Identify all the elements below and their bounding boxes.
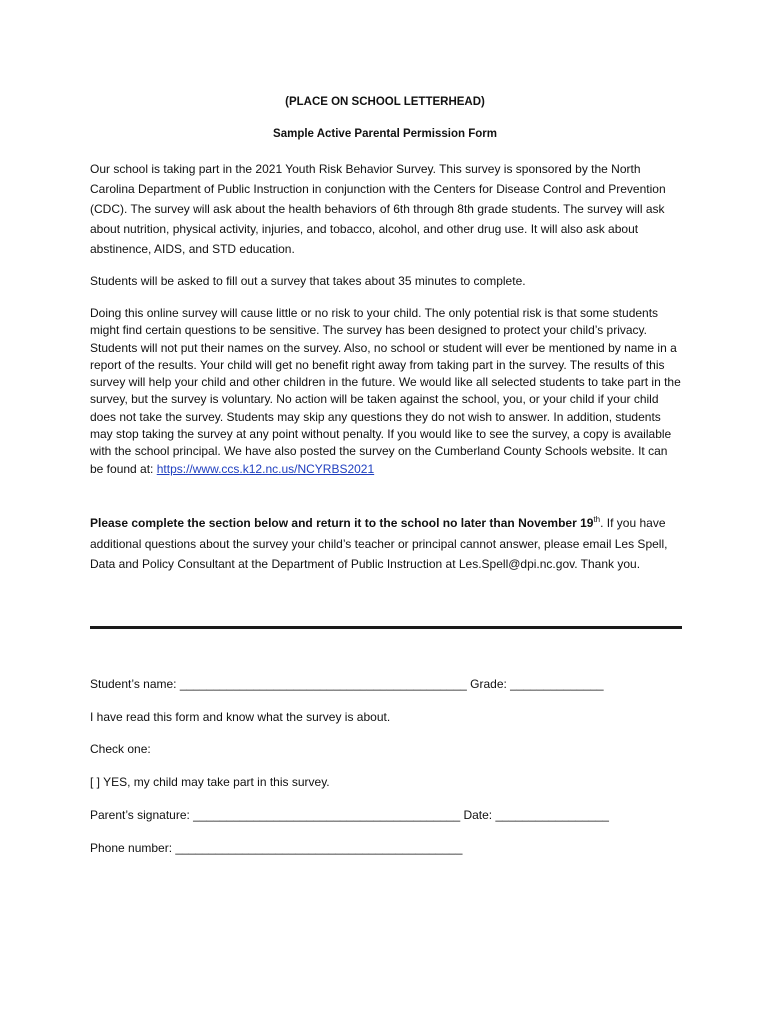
form-title: Sample Active Parental Permission Form [273,128,497,140]
parent-signature-field[interactable]: Parent’s signature: ________________________________________ Date: _________________ [90,808,609,822]
risk-text: Doing this online survey will cause little or no risk to your child. The only potential risk is that some students might find certain questions to be sensitive. The survey has been designed to protect your child’s privacy. Students will not put their names on the survey. Also, no school or student will ever be mentioned by name in a report of the results. Your child will get no benefit right away from taking part in the survey. The results of this survey will help your child and other children in the future. We would like all selected students to take part in the survey, but the survey is voluntary. No action will be taken against the school, you, or your child if your child does not take the survey. Students may skip any questions they do not wish to answer. In addition, students may stop taking the survey at any point without penalty. If you would like to see the survey, a copy is available with the school principal. We have also posted the survey on the Cumberland County Schools website. It can be found at: [90,306,681,476]
deadline-rest-text: . If you have additional questions about the survey your child’s teacher or principal cannot answer, please email Les Spell, Data and Policy Consultant at the Department of Public Instruction at Les.Spell@dpi.nc.gov. Thank you. [90,516,668,571]
intro-paragraph: Our school is taking part in the 2021 Youth Risk Behavior Survey. This survey is sponsored by the North Carolina Department of Public Instruction in conjunction with the Centers for Disease Control and Prevention (CDC). The survey will ask about the health behaviors of 6th through 8th grade students. The survey will ask about nutrition, physical activity, injuries, and tobacco, alcohol, and other drug use. It will also ask about abstinence, AIDS, and STD education. [90,162,666,256]
deadline-bold-text: Please complete the section below and return it to the school no later than November 19 [90,516,594,530]
student-name-field[interactable]: Student’s name: ___________________________________________ Grade: ______________ [90,677,604,691]
read-statement: I have read this form and know what the survey is about. [90,710,391,724]
letterhead-placeholder: (PLACE ON SCHOOL LETTERHEAD) [285,96,485,108]
duration-paragraph: Students will be asked to fill out a survey that takes about 35 minutes to complete. [90,274,526,288]
deadline-paragraph [90,513,682,575]
check-one-label: Check one: [90,742,151,756]
yes-checkbox-option[interactable]: [ ] YES, my child may take part in this survey. [90,775,330,789]
phone-number-field[interactable]: Phone number: ___________________________________________ [90,841,463,855]
section-divider [90,626,682,629]
deadline-superscript: th [593,515,601,524]
survey-link[interactable]: https://www.ccs.k12.nc.us/NCYRBS2021 [156,461,375,476]
risk-paragraph [90,305,682,478]
